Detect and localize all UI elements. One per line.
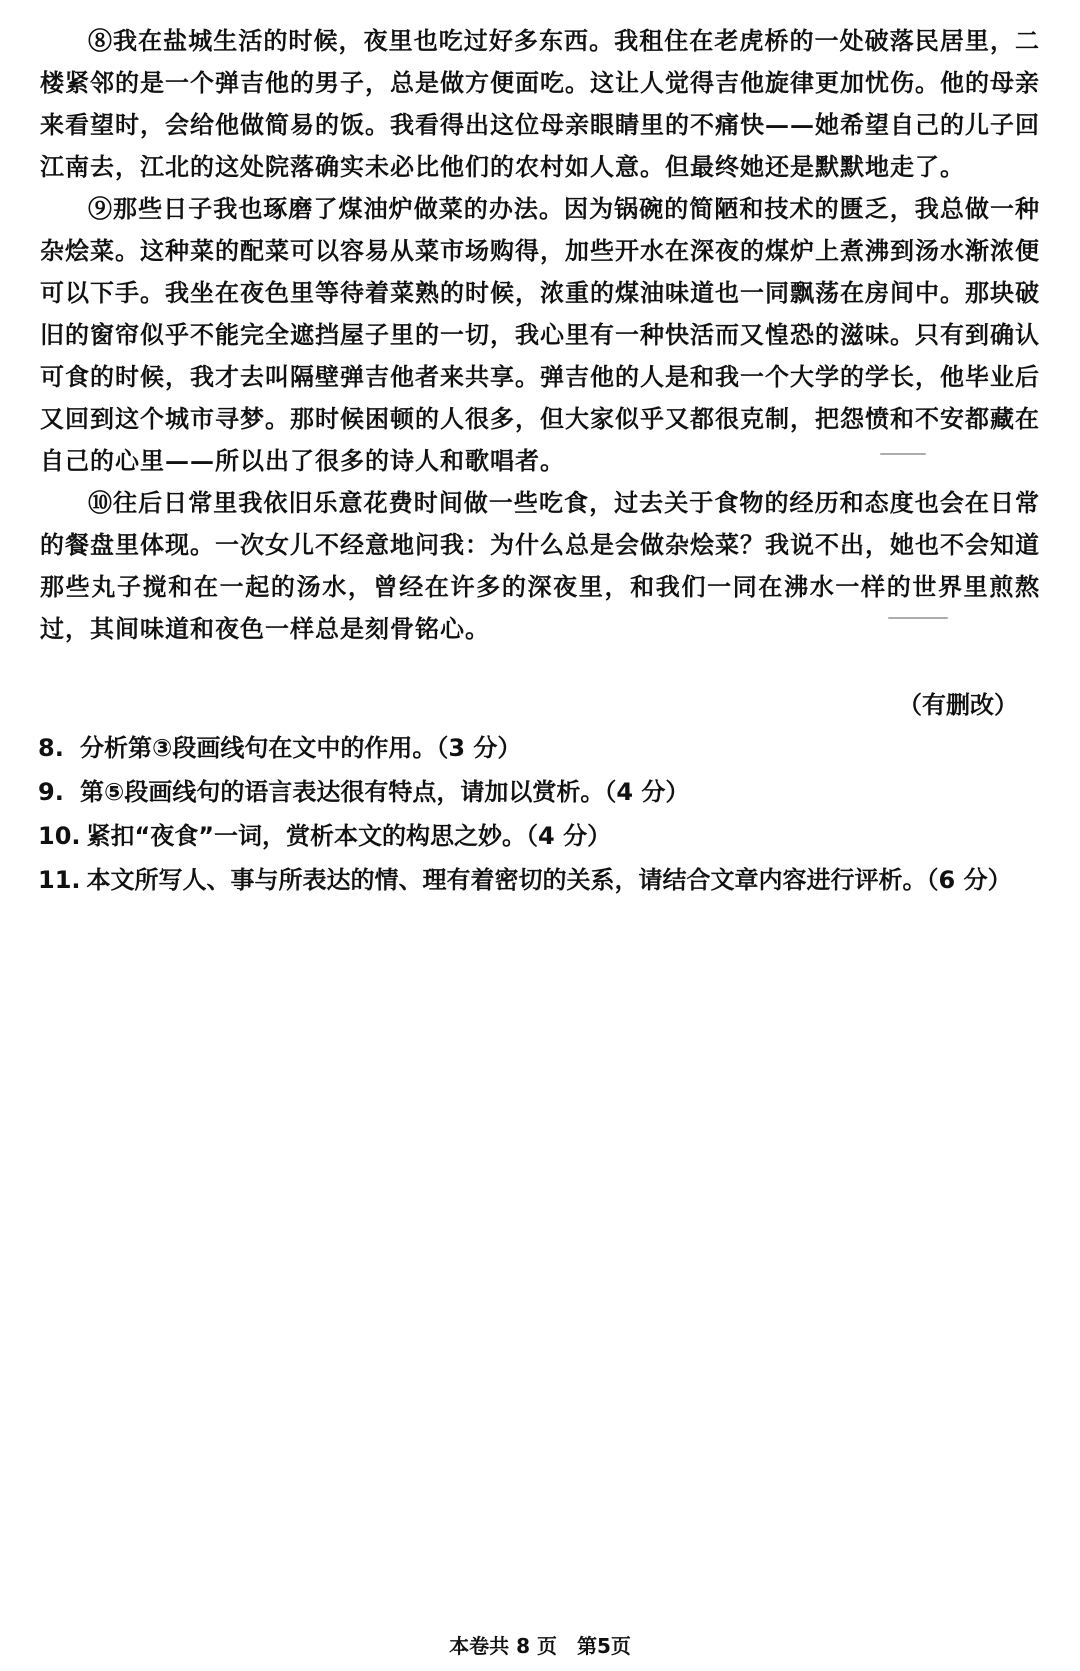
- source-note: （有删改）: [898, 691, 1018, 719]
- paragraph-8: ⑧我在盐城生活的时候，夜里也吃过好多东西。我租住在老虎桥的一处破落民居里，二楼紧邻的是一个弹吉他的男子，总是做方便面吃。这让人觉得吉他旋律更加忧伤。他的母亲来看望时，会给他做简易的饭。我看得出这位母亲眼睛里的不痛快——她希望自己的儿子回江南去，江北的这处院落确实未必比他们的农村如人意。但最终她还是默默地走了。: [40, 26, 1040, 181]
- question-list: [38, 726, 1038, 902]
- paragraph-9: ⑨那些日子我也琢磨了煤油炉做菜的办法。因为锅碗的简陋和技术的匮乏，我总做一种杂烩菜。这种菜的配菜可以容易从菜市场购得，加些开水在深夜的煤炉上煮沸到汤水渐浓便可以下手。我坐在夜色里等待着菜熟的时候，浓重的煤油味道也一同飘荡在房间中。那块破旧的窗帘似乎不能完全遮挡屋子里的一切，我心里有一种快活而又惶恐的滋味。只有到确认可食的时候，我才去叫隔壁弹吉他者来共享。弹吉他的人是和我一个大学的学长，他毕业后又回到这个城市寻梦。那时候困顿的人很多，但大家似乎又都很克制，把怨愤和不安都藏在自己的心里——所以出了很多的诗人和歌唱者。: [40, 194, 1040, 475]
- question-item: [38, 770, 1038, 814]
- question-item: [38, 814, 1038, 858]
- reading-passage: [40, 20, 1040, 650]
- question-number: 10.: [38, 822, 81, 850]
- question-item: [38, 726, 1038, 770]
- pencil-mark: [888, 617, 948, 619]
- question-text: 第⑤段画线句的语言表达很有特点，请加以赏析。（4 分）: [80, 778, 690, 806]
- question-item: [38, 858, 1038, 902]
- question-number: 11.: [38, 866, 81, 894]
- question-text: 紧扣“夜食”一词，赏析本文的构思之妙。（4 分）: [86, 822, 612, 850]
- question-number: 9.: [38, 778, 64, 806]
- paragraph-10: ⑩往后日常里我依旧乐意花费时间做一些吃食，过去关于食物的经历和态度也会在日常的餐盘里体现。一次女儿不经意地问我：为什么总是会做杂烩菜？我说不出，她也不会知道那些丸子搅和在一起的汤水，曾经在许多的深夜里，和我们一同在沸水一样的世界里煎熬过，其间味道和夜色一样总是刻骨铭心。: [40, 488, 1040, 643]
- question-number: 8.: [38, 734, 64, 762]
- question-text: 本文所写人、事与所表达的情、理有着密切的关系，请结合文章内容进行评析。（6 分）: [86, 866, 1012, 894]
- page-footer: 本卷共 8 页 第5页: [449, 1634, 631, 1658]
- question-text: 分析第③段画线句在文中的作用。（3 分）: [80, 734, 522, 762]
- pencil-mark: [880, 453, 926, 455]
